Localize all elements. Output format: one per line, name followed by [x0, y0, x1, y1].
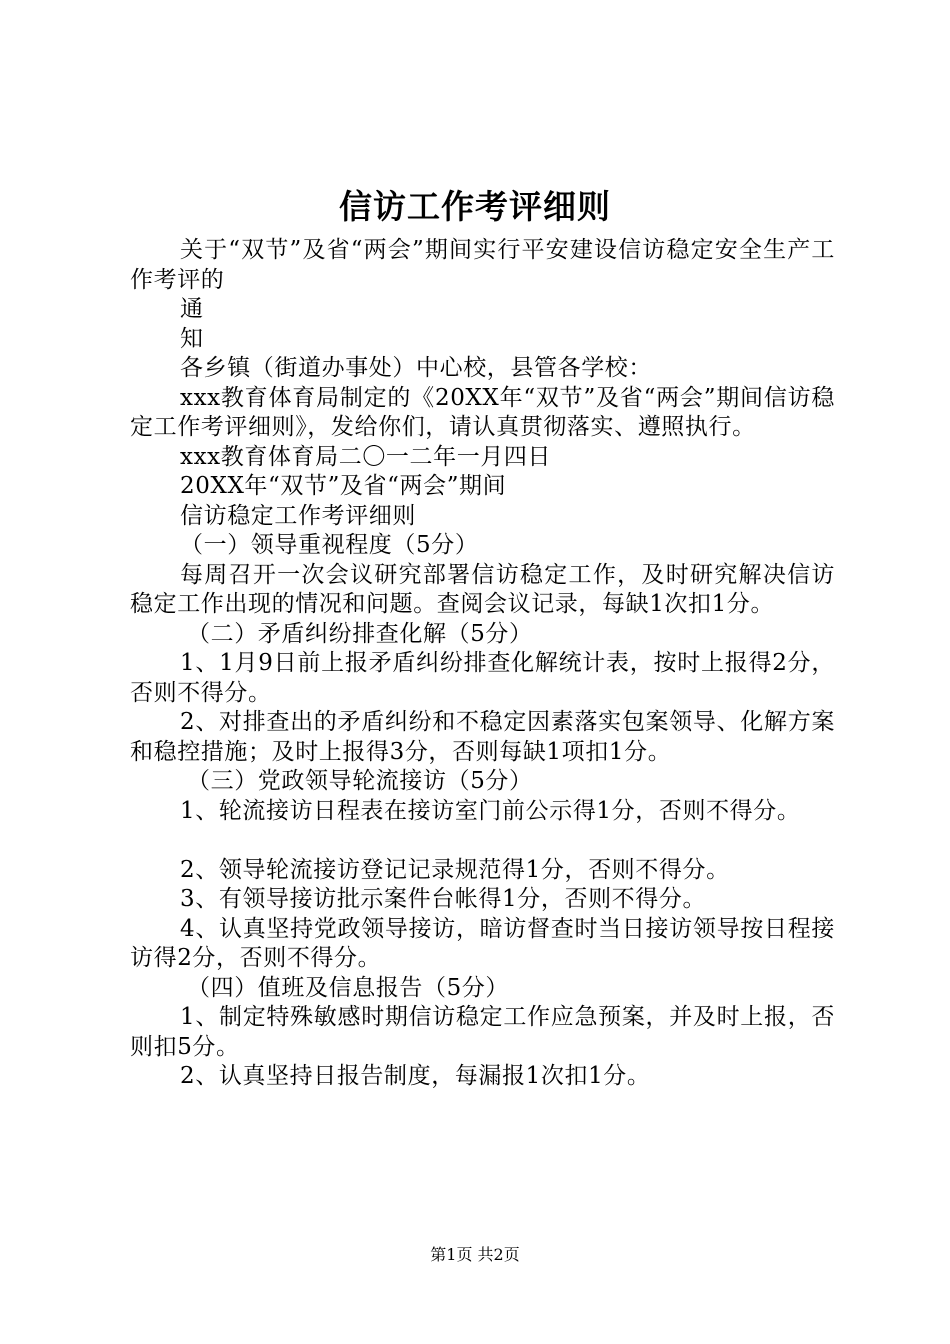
paragraph-notice-heading: 关于“双节”及省“两会”期间实行平安建设信访稳定安全生产工作考评的	[130, 237, 835, 293]
paragraph-section-3-item-2: 2、领导轮流接访登记记录规范得1分，否则不得分。	[180, 856, 730, 883]
section-heading-2: （二）矛盾纠纷排查化解（5分）	[187, 620, 533, 647]
paragraph-section-3-item-3: 3、有领导接访批示案件台帐得1分，否则不得分。	[180, 886, 707, 912]
paragraph-notice-char-2: 知	[180, 325, 204, 352]
section-heading-3: （三）党政领导轮流接访（5分）	[187, 768, 533, 794]
paragraph-section-2-item-2: 2、对排查出的矛盾纠纷和不稳定因素落实包案领导、化解方案和稳控措施；及时上报得3分，否则每缺1项扣1分。	[130, 709, 835, 765]
paragraph-section-2-item-1: 1、1月9日前上报矛盾纠纷排查化解统计表，按时上报得2分，否则不得分。	[130, 650, 835, 706]
page-footer: 第1页 共2页	[430, 1245, 520, 1264]
paragraph-notice-char-1: 通	[180, 296, 204, 322]
paragraph-subtitle-line-2: 信访稳定工作考评细则	[180, 502, 416, 529]
paragraph-signature-date: xxx教育体育局二〇一二年一月四日	[180, 443, 552, 470]
blank-line	[130, 826, 835, 856]
section-heading-1: （一）领导重视程度（5分）	[180, 532, 479, 558]
paragraph-section-4-item-1: 1、制定特殊敏感时期信访稳定工作应急预案，并及时上报，否则扣5分。	[130, 1004, 835, 1060]
paragraph-section-3-item-1: 1、轮流接访日程表在接访室门前公示得1分，否则不得分。	[180, 797, 801, 824]
section-heading-4: （四）值班及信息报告（5分）	[187, 974, 510, 1001]
paragraph-section-4-item-2: 2、认真坚持日报告制度，每漏报1次扣1分。	[180, 1063, 651, 1089]
document-body	[130, 236, 835, 1092]
paragraph-notice-body: xxx教育体育局制定的《20XX年“双节”及省“两会”期间信访稳定工作考评细则》，发给你们，请认真贯彻落实、遵照执行。	[130, 384, 835, 440]
paragraph-subtitle-line-1: 20XX年“双节”及省“两会”期间	[180, 473, 507, 499]
paragraph-addressee: 各乡镇（街道办事处）中心校，县管各学校：	[180, 355, 652, 381]
paragraph-section-3-item-4: 4、认真坚持党政领导接访，暗访督查时当日接访领导按日程接访得2分，否则不得分。	[130, 915, 835, 971]
document-title: 信访工作考评细则	[339, 187, 611, 226]
paragraph-section-1-body: 每周召开一次会议研究部署信访稳定工作，及时研究解决信访稳定工作出现的情况和问题。查阅会议记录，每缺1次扣1分。	[130, 561, 835, 617]
